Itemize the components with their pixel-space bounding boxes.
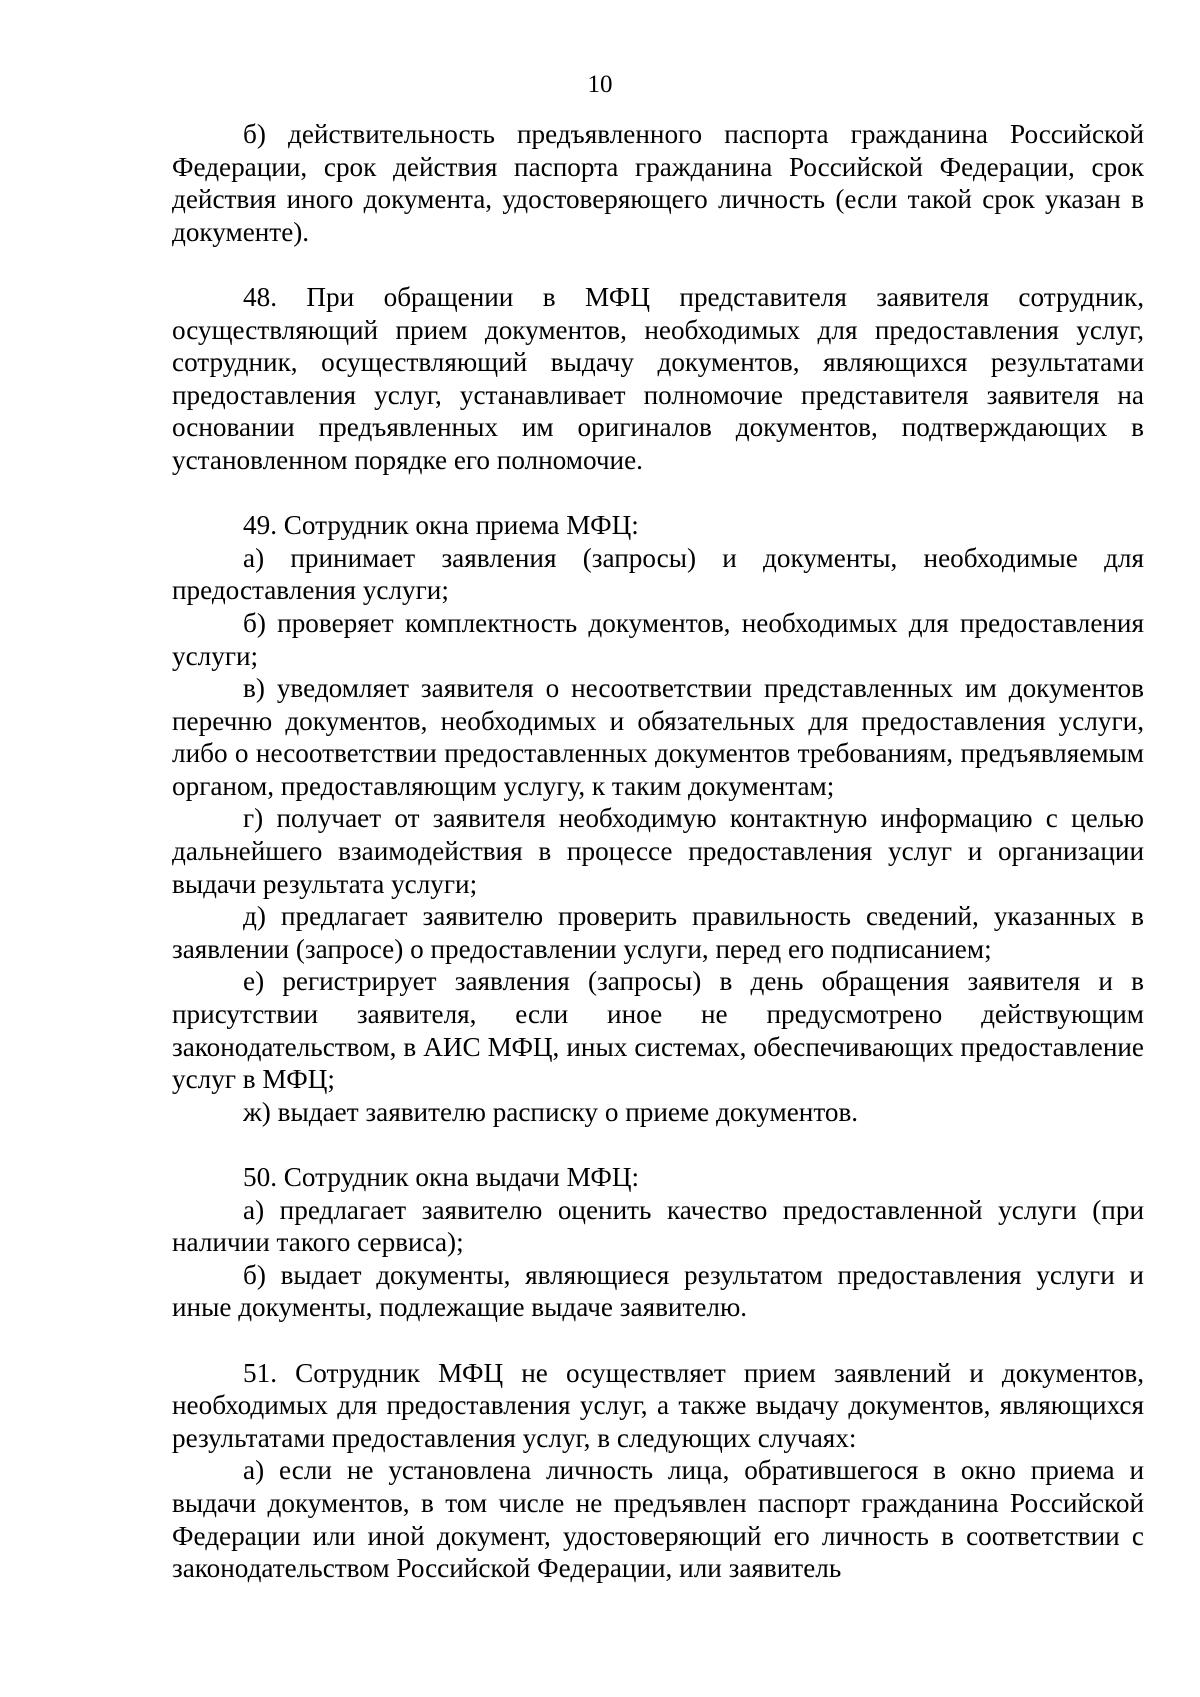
paragraph-gap <box>172 477 1144 510</box>
paragraph-50-heading: 50. Сотрудник окна выдачи МФЦ: <box>243 1162 640 1192</box>
paragraph-49e: е) регистрирует заявления (запросы) в день обращения заявителя и в присутствии заявителя, если иное не предусмотрено действующим законодательством, в АИС МФЦ, иных системах, обеспечивающих предоставление услуг в МФЦ; <box>172 966 1144 1095</box>
paragraph-49b: б) проверяет комплектность документов, необходимых для предоставления услуги; <box>172 607 1144 671</box>
paragraph-50b: б) выдает документы, являющиеся результатом предоставления услуги и иные документы, подлежащие выдаче заявителю. <box>172 1259 1144 1323</box>
paragraph-49a: а) принимает заявления (запросы) и документы, необходимые для предоставления услуги; <box>172 542 1144 606</box>
paragraph-51: 51. Сотрудник МФЦ не осуществляет прием заявлений и документов, необходимых для предоставления услуг, а также выдачу документов, являющихся результатами предоставления услуг, в следующих случаях: <box>172 1357 1144 1453</box>
paragraph-51a: а) если не установлена личность лица, обратившегося в окно приема и выдачи документов, в том числе не предъявлен паспорт гражданина Российской Федерации или иной документ, удостоверяющий его личность в соответствии с законодательством Российской Федерации, или заявитель <box>172 1455 1144 1584</box>
document-body <box>172 118 1144 1585</box>
paragraph-gap <box>172 1128 1144 1161</box>
paragraph-50a: а) предлагает заявителю оценить качество предоставленной услуги (при наличии такого сервиса); <box>172 1194 1144 1258</box>
paragraph-gap <box>172 1324 1144 1357</box>
paragraph-49zh: ж) выдает заявителю расписку о приеме документов. <box>243 1096 859 1127</box>
page-number: 10 <box>587 71 613 98</box>
paragraph-gap <box>172 248 1144 281</box>
paragraph-49d: д) предлагает заявителю проверить правильность сведений, указанных в заявлении (запросе) о предоставлении услуги, перед его подписанием; <box>172 901 1144 964</box>
paragraph-48: 48. При обращении в МФЦ представителя заявителя сотрудник, осуществляющий прием документов, необходимых для предоставления услуг, сотрудник, осуществляющий выдачу документов, являющихся результатами предоставления услуг, устанавливает полномочие представителя заявителя на основании предъявленных им оригиналов документов, подтверждающих в установленном порядке его полномочие. <box>172 281 1144 475</box>
paragraph-49g: г) получает от заявителя необходимую контактную информацию с целью дальнейшего взаимодействия в процессе предоставления услуг и организации выдачи результата услуги; <box>172 803 1144 899</box>
paragraph-49v: в) уведомляет заявителя о несоответствии представленных им документов перечню документов, необходимых и обязательных для предоставления услуги, либо о несоответствии предоставленных документов требованиям, предъявляемым органом, предоставляющим услугу, к таким документам; <box>172 673 1144 801</box>
paragraph-47b: б) действительность предъявленного паспорта гражданина Российской Федерации, срок действия паспорта гражданина Российской Федерации, срок действия иного документа, удостоверяющего личность (если такой срок указан в документе). <box>172 119 1144 247</box>
paragraph-49-heading: 49. Сотрудник окна приема МФЦ: <box>243 510 639 541</box>
